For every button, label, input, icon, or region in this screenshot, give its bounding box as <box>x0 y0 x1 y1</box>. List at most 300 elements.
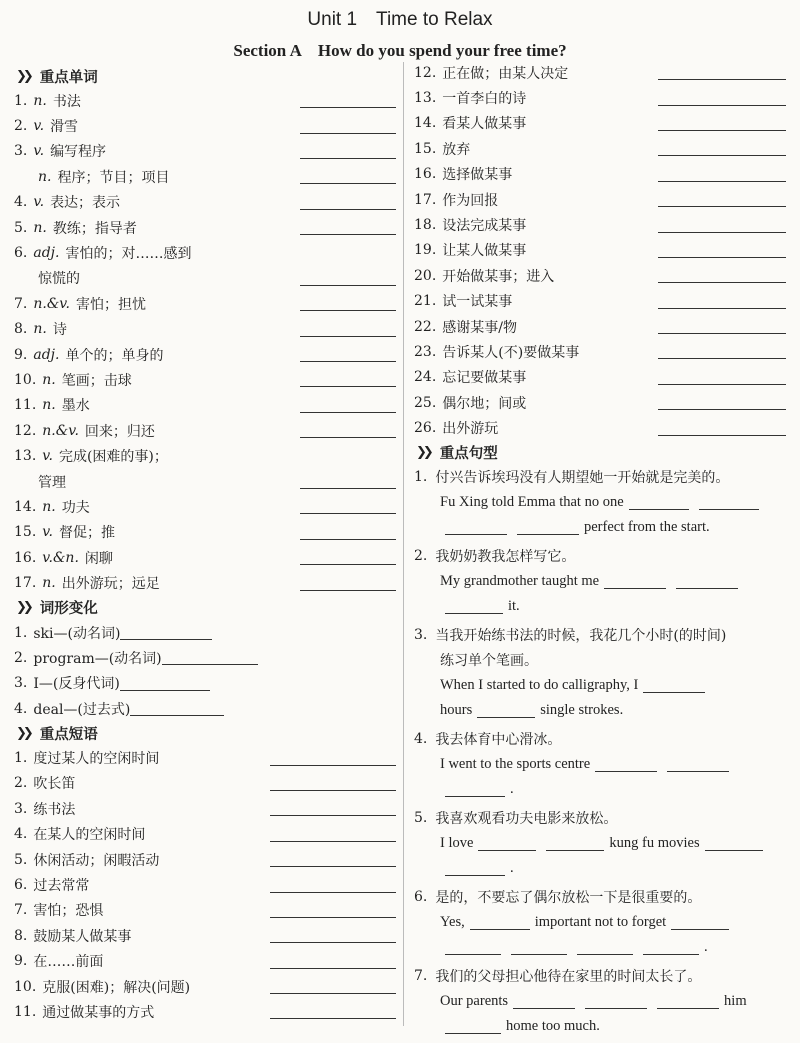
answer-blank[interactable] <box>629 495 689 510</box>
item-number: 2. <box>14 118 28 135</box>
vocab-meaning: 编写程序 <box>50 144 107 161</box>
vocab-item <box>14 266 396 291</box>
answer-blank[interactable] <box>300 525 396 540</box>
part-of-speech: v. <box>33 118 45 135</box>
phrase-text: 休闲活动；闲暇活动 <box>33 852 160 869</box>
part-of-speech: n. <box>42 498 56 515</box>
answer-blank[interactable] <box>270 878 396 893</box>
answer-blank[interactable] <box>300 119 396 134</box>
answer-blank[interactable] <box>300 576 396 591</box>
answer-blank[interactable] <box>667 757 729 772</box>
answer-blank[interactable] <box>300 372 396 387</box>
item-number: 11. <box>14 1003 37 1020</box>
sentence-chinese-text: 我喜欢观看功夫电影来放松。 <box>435 811 618 828</box>
answer-blank[interactable] <box>658 344 786 359</box>
phrase-item <box>14 822 396 847</box>
double-chevron-icon: ❯❯ <box>16 725 30 741</box>
vocab-item <box>14 317 396 342</box>
sentence-item <box>414 465 786 544</box>
sentence-item <box>414 544 786 623</box>
answer-blank[interactable] <box>300 398 396 413</box>
sentence-english-text: home too much. <box>506 1017 600 1034</box>
item-number: 3. <box>414 627 428 644</box>
unit-title: Unit 1 Time to Relax <box>307 9 493 30</box>
item-number: 10. <box>14 371 37 388</box>
item-number: 5. <box>14 851 28 868</box>
item-number: 17. <box>14 575 37 592</box>
sentence-item <box>414 964 786 1043</box>
word-form-item <box>14 620 396 645</box>
sentence-item <box>414 727 786 806</box>
vocab-heading <box>14 64 396 88</box>
part-of-speech: v.&n. <box>42 549 79 566</box>
answer-blank[interactable] <box>120 676 210 691</box>
sentence-chinese <box>414 806 786 831</box>
item-number: 2. <box>14 649 28 666</box>
item-number: 5. <box>14 219 28 236</box>
part-of-speech: n. <box>33 321 47 338</box>
phrase-text: 放弃 <box>442 141 471 158</box>
sentence-english <box>414 831 786 856</box>
answer-blank[interactable] <box>120 625 212 640</box>
vocab-meaning: 诗 <box>52 322 67 339</box>
item-number: 1. <box>414 469 428 486</box>
item-number: 24. <box>414 369 437 386</box>
part-of-speech: v. <box>42 448 53 465</box>
item-number: 1. <box>14 92 28 109</box>
answer-blank[interactable] <box>445 599 503 614</box>
part-of-speech: n.&v. <box>42 422 79 439</box>
answer-blank[interactable] <box>658 395 786 410</box>
word-forms-heading <box>14 596 396 620</box>
vocab-item <box>14 342 396 367</box>
answer-blank[interactable] <box>445 782 505 797</box>
item-number: 19. <box>414 242 437 259</box>
part-of-speech: v. <box>42 524 53 541</box>
part-of-speech: n.&v. <box>33 295 70 312</box>
sentences-heading-label: 重点句型 <box>439 445 498 463</box>
phrase-item <box>414 238 786 263</box>
item-number: 2. <box>414 548 428 565</box>
sentence-english-text: Our parents <box>440 992 509 1009</box>
vocab-item <box>14 139 396 164</box>
phrases-heading <box>14 721 396 745</box>
item-number: 20. <box>414 267 437 284</box>
answer-blank[interactable] <box>705 836 763 851</box>
vocab-item <box>14 190 396 215</box>
answer-blank[interactable] <box>445 520 507 535</box>
item-number: 11. <box>14 397 37 414</box>
sentence-english <box>414 698 786 723</box>
vocab-item <box>14 113 396 138</box>
sentence-chinese-text: 当我开始练书法的时候，我花几个小时(的时间) <box>435 628 727 645</box>
phrase-text: 鼓励某人做某事 <box>33 928 132 945</box>
phrase-item <box>14 872 396 897</box>
part-of-speech: n. <box>42 371 56 388</box>
item-number: 1. <box>14 624 28 641</box>
sentence-chinese <box>414 465 786 490</box>
answer-blank[interactable] <box>300 347 396 362</box>
phrase-item <box>414 60 786 85</box>
sentence-chinese-text: 我们的父母担心他待在家里的时间太长了。 <box>435 969 702 986</box>
vocab-meaning: 闲聊 <box>84 550 113 567</box>
answer-blank[interactable] <box>658 243 786 258</box>
item-number: 9. <box>14 346 28 363</box>
item-number: 23. <box>414 343 437 360</box>
phrase-text: 出外游玩 <box>442 421 499 438</box>
answer-blank[interactable] <box>270 1004 396 1019</box>
item-number: 18. <box>414 217 437 234</box>
answer-blank[interactable] <box>577 940 633 955</box>
word-form-item <box>14 671 396 696</box>
item-number: 3. <box>14 675 28 692</box>
phrase-text: 正在做；由某人决定 <box>442 65 569 82</box>
vocab-meaning: 程序；节目；项目 <box>57 169 170 186</box>
item-number: 3. <box>14 143 28 160</box>
vocab-meaning: 功夫 <box>61 499 90 516</box>
sentence-english <box>414 910 786 935</box>
item-number: 6. <box>14 245 28 262</box>
item-number: 8. <box>14 927 28 944</box>
sentence-chinese <box>414 885 786 910</box>
phrase-text: 在某人的空闲时间 <box>33 827 146 844</box>
sentence-english <box>414 490 786 515</box>
vocab-item <box>14 570 396 595</box>
phrase-item <box>414 365 786 390</box>
item-number: 21. <box>414 293 437 310</box>
sentences-heading <box>414 441 786 465</box>
phrase-text: 过去常常 <box>33 878 90 895</box>
item-number: 26. <box>414 420 437 437</box>
vocab-meaning: 出外游玩；远足 <box>61 576 160 593</box>
vocab-item <box>14 469 396 494</box>
sentence-english <box>414 752 786 777</box>
sentence-item <box>414 806 786 885</box>
answer-blank[interactable] <box>478 836 536 851</box>
column-divider <box>403 62 404 1026</box>
vocab-heading-label: 重点单词 <box>39 68 98 86</box>
vocab-meaning: 滑雪 <box>50 119 79 136</box>
phrase-item <box>14 771 396 796</box>
answer-blank[interactable] <box>300 550 396 565</box>
vocab-meaning: 害怕；担忧 <box>76 296 146 313</box>
answer-blank[interactable] <box>657 994 719 1009</box>
sentence-chinese <box>414 623 786 648</box>
answer-blank[interactable] <box>658 116 786 131</box>
answer-blank[interactable] <box>270 776 396 791</box>
vocab-item <box>14 88 396 113</box>
answer-blank[interactable] <box>671 915 729 930</box>
answer-blank[interactable] <box>585 994 647 1009</box>
item-number: 7. <box>14 902 28 919</box>
phrase-text: 害怕；恐惧 <box>33 903 104 920</box>
phrase-text: 开始做某事；进入 <box>442 268 555 285</box>
part-of-speech: n. <box>42 575 56 592</box>
answer-blank[interactable] <box>300 93 396 108</box>
vocab-meaning: 教练；指导者 <box>52 220 137 237</box>
answer-blank[interactable] <box>513 994 575 1009</box>
answer-blank[interactable] <box>270 979 396 994</box>
answer-blank[interactable] <box>270 801 396 816</box>
answer-blank[interactable] <box>270 751 396 766</box>
phrase-text: 练书法 <box>33 801 76 818</box>
sentence-english-text: hours <box>440 701 473 718</box>
part-of-speech: n. <box>38 168 52 185</box>
item-number: 6. <box>414 889 428 906</box>
answer-blank[interactable] <box>270 928 396 943</box>
phrase-item <box>414 390 786 415</box>
item-number: 7. <box>14 295 28 312</box>
sentences-list <box>414 465 786 1043</box>
phrase-text: 克服(困难)；解决(问题) <box>42 979 191 996</box>
vocab-item <box>14 520 396 545</box>
item-number: 12. <box>414 64 437 81</box>
item-number: 17. <box>414 191 437 208</box>
phrase-item <box>14 796 396 821</box>
answer-blank[interactable] <box>300 195 396 210</box>
answer-blank[interactable] <box>300 499 396 514</box>
vocab-item <box>14 367 396 392</box>
item-number: 22. <box>414 318 437 335</box>
phrase-text: 试一试某事 <box>442 294 513 311</box>
item-number: 4. <box>14 194 28 211</box>
answer-blank[interactable] <box>699 495 759 510</box>
answer-blank[interactable] <box>658 421 786 436</box>
sentence-english <box>414 1014 786 1039</box>
answer-blank[interactable] <box>130 701 224 716</box>
part-of-speech: v. <box>33 143 45 160</box>
sentence-english-text: My grandmother taught me <box>440 572 600 589</box>
phrase-item <box>414 187 786 212</box>
item-number: 8. <box>14 321 28 338</box>
answer-blank[interactable] <box>658 167 786 182</box>
word-form-text: deal—(过去式) <box>33 701 131 718</box>
answer-blank[interactable] <box>300 423 396 438</box>
vocab-meaning: 表达；表示 <box>50 195 121 212</box>
vocab-item <box>14 164 396 189</box>
word-forms-heading-label: 词形变化 <box>39 600 98 618</box>
sentence-item <box>414 623 786 727</box>
sentence-english-text: . <box>704 938 708 955</box>
answer-blank[interactable] <box>270 827 396 842</box>
phrase-item <box>14 999 396 1024</box>
answer-blank[interactable] <box>270 903 396 918</box>
double-chevron-icon: ❯❯ <box>16 68 30 84</box>
answer-blank[interactable] <box>445 861 505 876</box>
item-number: 2. <box>14 775 28 792</box>
answer-blank[interactable] <box>604 574 666 589</box>
answer-blank[interactable] <box>658 91 786 106</box>
item-number: 7. <box>414 968 428 985</box>
item-number: 15. <box>414 140 437 157</box>
item-number: 5. <box>414 810 428 827</box>
answer-blank[interactable] <box>595 757 657 772</box>
vocab-item <box>14 240 396 265</box>
item-number: 14. <box>414 115 437 132</box>
answer-blank[interactable] <box>517 520 579 535</box>
sentence-english-text: . <box>510 780 514 797</box>
part-of-speech: adj. <box>33 346 60 363</box>
sentence-english <box>414 515 786 540</box>
phrase-text: 选择做某事 <box>442 167 513 184</box>
item-number: 3. <box>14 800 28 817</box>
sentence-english-text: kung fu movies <box>609 834 700 851</box>
sentence-english-text: I love <box>440 834 474 851</box>
sentence-chinese-text: 我奶奶教我怎样写它。 <box>435 549 576 566</box>
phrase-text: 作为回报 <box>442 192 499 209</box>
item-number: 16. <box>14 549 37 566</box>
answer-blank[interactable] <box>300 169 396 184</box>
answer-blank[interactable] <box>658 141 786 156</box>
answer-blank[interactable] <box>300 271 396 286</box>
phrase-item <box>414 162 786 187</box>
sentence-chinese <box>414 544 786 569</box>
answer-blank[interactable] <box>658 370 786 385</box>
sentence-english-text: When I started to do calligraphy, I <box>440 676 639 693</box>
part-of-speech: n. <box>33 92 47 109</box>
answer-blank[interactable] <box>546 836 604 851</box>
answer-blank[interactable] <box>658 218 786 233</box>
sentence-english-text: important not to forget <box>534 913 667 930</box>
answer-blank[interactable] <box>511 940 567 955</box>
phrases-list-right <box>414 60 786 441</box>
spacer <box>414 1039 786 1043</box>
word-form-text: program—(动名词) <box>33 650 162 667</box>
answer-blank[interactable] <box>658 319 786 334</box>
answer-blank[interactable] <box>477 703 535 718</box>
word-form-text: ski—(动名词) <box>33 625 121 642</box>
phrase-text: 度过某人的空闲时间 <box>33 751 160 768</box>
answer-blank[interactable] <box>300 296 396 311</box>
phrase-text: 一首李白的诗 <box>442 91 527 108</box>
answer-blank[interactable] <box>658 268 786 283</box>
item-number: 12. <box>14 422 37 439</box>
phrase-text: 让某人做某事 <box>442 243 527 260</box>
vocab-item <box>14 545 396 570</box>
item-number: 4. <box>14 826 28 843</box>
item-number: 1. <box>14 750 28 767</box>
answer-blank[interactable] <box>658 294 786 309</box>
phrase-item <box>414 263 786 288</box>
phrase-text: 告诉某人(不)要做某事 <box>442 344 580 361</box>
sentence-english-text: Fu Xing told Emma that no one <box>440 493 624 510</box>
phrase-item <box>14 974 396 999</box>
phrase-text: 通过做某事的方式 <box>42 1004 155 1021</box>
double-chevron-icon: ❯❯ <box>16 600 30 616</box>
word-form-item <box>14 696 396 721</box>
vocab-meaning: 督促；推 <box>58 525 115 542</box>
vocab-meaning: 管理 <box>38 474 66 491</box>
item-number: 16. <box>414 166 437 183</box>
item-number: 4. <box>14 700 28 717</box>
sentence-english <box>414 673 786 698</box>
phrase-item <box>14 745 396 770</box>
sentence-english <box>414 569 786 594</box>
item-number: 15. <box>14 524 37 541</box>
answer-blank[interactable] <box>470 915 530 930</box>
part-of-speech: n. <box>42 397 56 414</box>
phrase-text: 设法完成某事 <box>442 218 527 235</box>
phrase-text: 感谢某事/物 <box>442 319 517 336</box>
part-of-speech: n. <box>33 219 47 236</box>
answer-blank[interactable] <box>676 574 738 589</box>
left-column <box>14 64 396 1025</box>
item-number: 4. <box>414 731 428 748</box>
phrases-heading-label: 重点短语 <box>39 725 98 743</box>
sentence-chinese-text: 我去体育中心滑冰。 <box>435 732 562 749</box>
part-of-speech: adj. <box>33 245 60 262</box>
phrase-item <box>414 212 786 237</box>
phrase-item <box>414 339 786 364</box>
phrase-item <box>414 289 786 314</box>
double-chevron-icon: ❯❯ <box>416 445 430 461</box>
sentence-english-text: it. <box>508 597 520 614</box>
answer-blank[interactable] <box>643 940 699 955</box>
vocab-meaning: 墨水 <box>61 398 90 415</box>
phrases-list-left <box>14 745 396 1024</box>
vocab-meaning: 害怕的；对……感到 <box>65 246 192 263</box>
answer-blank[interactable] <box>658 192 786 207</box>
part-of-speech: v. <box>33 194 45 211</box>
answer-blank[interactable] <box>270 852 396 867</box>
vocab-item <box>14 393 396 418</box>
vocab-meaning: 回来；归还 <box>84 423 155 440</box>
vocab-meaning: 笔画；击球 <box>61 372 132 389</box>
sentence-chinese-text: 付兴告诉埃玛没有人期望她一开始就是完美的。 <box>435 470 730 487</box>
answer-blank[interactable] <box>445 940 501 955</box>
right-column <box>414 60 786 1043</box>
phrase-text: 吹长笛 <box>33 776 76 793</box>
answer-blank[interactable] <box>658 65 786 80</box>
sentence-english <box>414 989 786 1014</box>
phrase-item <box>414 314 786 339</box>
answer-blank[interactable] <box>643 678 705 693</box>
answer-blank[interactable] <box>270 954 396 969</box>
vocab-item <box>14 291 396 316</box>
phrase-item <box>414 111 786 136</box>
answer-blank[interactable] <box>300 322 396 337</box>
item-number: 13. <box>14 448 37 465</box>
vocab-item <box>14 215 396 240</box>
phrase-item <box>14 923 396 948</box>
vocab-meaning: 惊慌的 <box>38 271 80 288</box>
phrase-item <box>414 85 786 110</box>
item-number: 10. <box>14 978 37 995</box>
section-title: Section A How do you spend your free time? <box>233 41 567 60</box>
item-number: 14. <box>14 498 37 515</box>
phrase-item <box>414 415 786 440</box>
answer-blank[interactable] <box>300 144 396 159</box>
sentence-english <box>414 856 786 881</box>
sentence-english-text: perfect from the start. <box>584 518 710 535</box>
item-number: 6. <box>14 877 28 894</box>
answer-blank[interactable] <box>162 650 258 665</box>
answer-blank[interactable] <box>300 474 396 489</box>
phrase-item <box>14 949 396 974</box>
sentence-english-text: I went to the sports centre <box>440 755 591 772</box>
phrase-text: 看某人做某事 <box>442 116 527 133</box>
answer-blank[interactable] <box>300 220 396 235</box>
sentence-english-text: Yes, <box>440 913 465 930</box>
phrase-text: 在……前面 <box>33 954 104 971</box>
sentence-chinese-text: 是的，不要忘了偶尔放松一下是很重要的。 <box>435 890 702 907</box>
sentence-english <box>414 935 786 960</box>
phrase-text: 忘记要做某事 <box>442 370 527 387</box>
phrase-item <box>14 847 396 872</box>
item-number: 9. <box>14 953 28 970</box>
phrase-item <box>414 136 786 161</box>
phrase-text: 偶尔地；间或 <box>442 395 527 412</box>
